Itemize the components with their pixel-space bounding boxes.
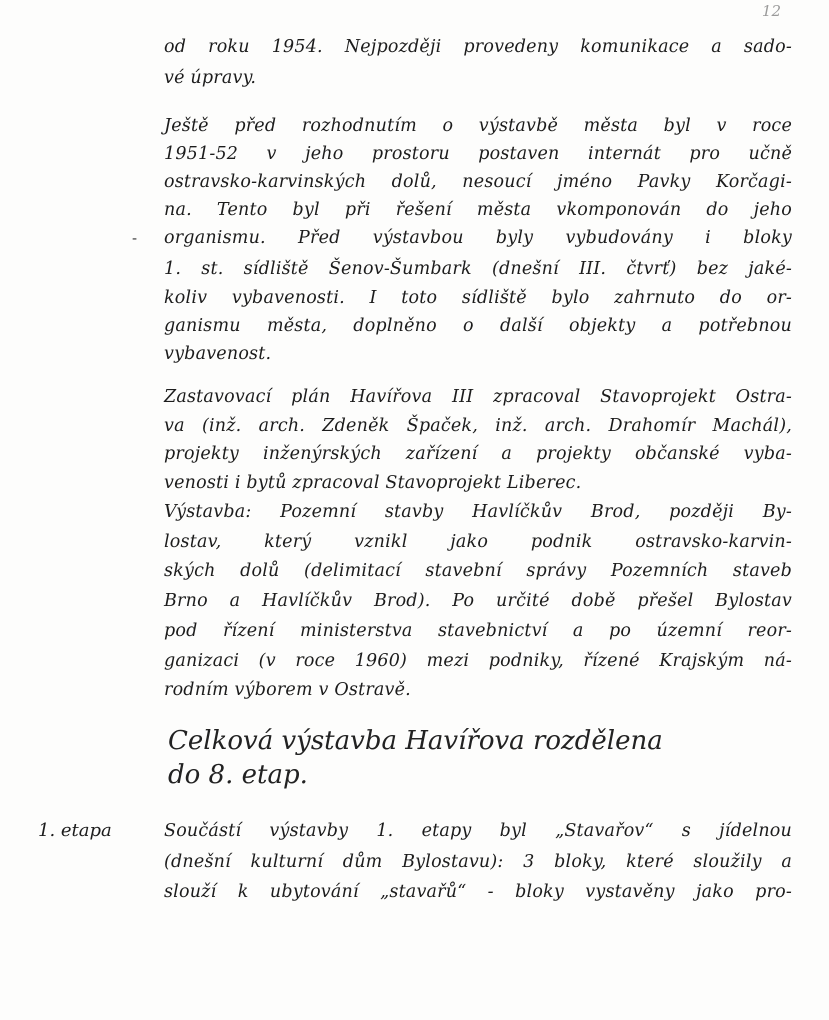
text-line: Součástí výstavby 1. etapy byl „Stavařov“ s jídelnou — [164, 821, 792, 841]
text-line: na. Tento byl při řešení města vkomponován do jeho — [164, 200, 792, 220]
text-line: (dnešní kulturní dům Bylostavu): 3 bloky, které sloužily a — [164, 852, 792, 872]
page-number: 12 — [761, 2, 781, 20]
section-heading: do 8. etap. — [168, 760, 308, 790]
text-line: rodním výborem v Ostravě. — [164, 680, 411, 700]
margin-mark: - — [132, 229, 138, 247]
text-line: lostav, který vznikl jako podnik ostravsko-karvin- — [164, 532, 792, 552]
text-line: organismu. Před výstavbou byly vybudovány i bloky — [164, 228, 792, 248]
section-heading: Celková výstavba Havířova rozdělena — [168, 726, 663, 756]
text-line: 1. st. sídliště Šenov-Šumbark (dnešní III. čtvrť) bez jaké- — [164, 259, 792, 279]
text-line: Výstavba: Pozemní stavby Havlíčkův Brod, později By- — [164, 502, 792, 522]
text-line: Zastavovací plán Havířova III zpracoval Stavoprojekt Ostra- — [164, 387, 792, 407]
text-line: Brno a Havlíčkův Brod). Po určité době přešel Bylostav — [164, 591, 792, 611]
text-line: ostravsko-karvinských dolů, nesoucí jméno Pavky Korčagi- — [164, 172, 792, 192]
text-line: ských dolů (delimitací stavební správy Pozemních staveb — [164, 561, 792, 581]
text-line: ganizaci (v roce 1960) mezi podniky, řízené Krajským ná- — [164, 651, 792, 671]
text-line: slouží k ubytování „stavařů“ - bloky vystavěny jako pro- — [164, 882, 792, 902]
text-line: projekty inženýrských zařízení a projekty občanské vyba- — [164, 444, 792, 464]
text-line: vé úpravy. — [164, 68, 257, 88]
text-line: Ještě před rozhodnutím o výstavbě města byl v roce — [164, 116, 792, 136]
stage-label: 1. etapa — [38, 820, 112, 841]
text-line: pod řízení ministerstva stavebnictví a po územní reor- — [164, 621, 792, 641]
text-line: venosti i bytů zpracoval Stavoprojekt Liberec. — [164, 473, 582, 493]
text-line: koliv vybavenosti. I toto sídliště bylo zahrnuto do or- — [164, 288, 792, 308]
text-line: od roku 1954. Nejpozději provedeny komunikace a sado- — [164, 37, 792, 57]
text-line: vybavenost. — [164, 344, 272, 364]
text-line: va (inž. arch. Zdeněk Špaček, inž. arch. Drahomír Machál), — [164, 416, 792, 436]
text-line: ganismu města, doplněno o další objekty a potřebnou — [164, 316, 792, 336]
text-line: 1951-52 v jeho prostoru postaven internát pro učně — [164, 144, 792, 164]
